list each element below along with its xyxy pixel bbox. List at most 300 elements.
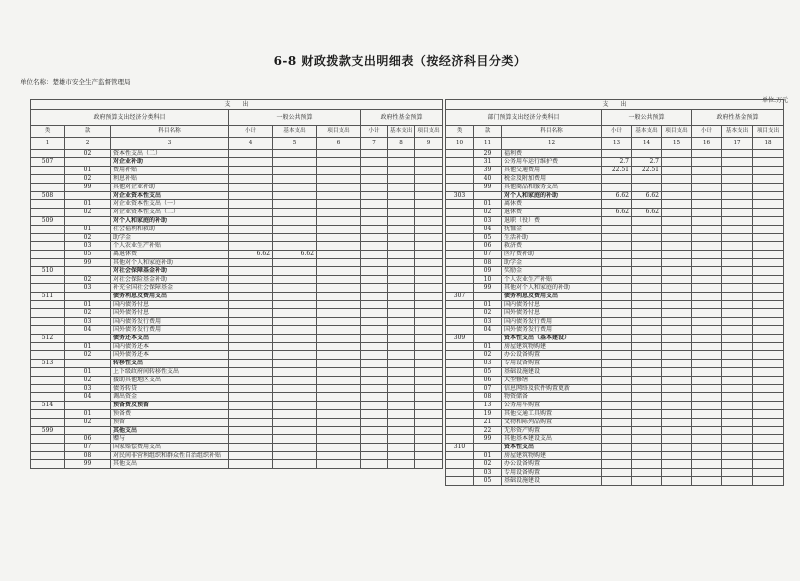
- class-code-cell: [446, 250, 474, 258]
- fund-basic-cell: [722, 342, 753, 350]
- class-code-cell: [446, 284, 474, 292]
- fund-project-cell: [415, 452, 443, 460]
- subtotal-cell: [229, 384, 273, 392]
- table-row: [446, 183, 784, 191]
- fund-subtotal-cell: [692, 384, 722, 392]
- col-number: 8: [388, 138, 415, 150]
- class-code-cell: [446, 200, 474, 208]
- class-code-cell: [31, 259, 65, 267]
- project-expense-cell: [662, 334, 692, 342]
- subject-name-cell: 国外债务还本: [111, 351, 229, 359]
- project-expense-cell: [317, 250, 361, 258]
- subject-name-cell: 税金及附加费用: [502, 175, 602, 183]
- subtotal-cell: [602, 267, 632, 275]
- fund-project-cell: [753, 191, 784, 199]
- fund-basic-cell: [722, 477, 753, 485]
- table-row: [446, 418, 784, 426]
- table-row: [31, 242, 443, 250]
- fund-basic-cell: [388, 384, 415, 392]
- subtotal-cell: [229, 225, 273, 233]
- fund-project-cell: [753, 342, 784, 350]
- table-row: [31, 208, 443, 216]
- basic-expense-cell: [632, 477, 662, 485]
- fund-subtotal-cell: [692, 150, 722, 158]
- left-table-body: [31, 100, 443, 469]
- subtotal-cell: [229, 376, 273, 384]
- fund-subtotal-cell: [692, 191, 722, 199]
- project-expense-cell: [662, 191, 692, 199]
- subject-name-cell: 其他交通工具购置: [502, 410, 602, 418]
- fund-subtotal-cell: [361, 208, 388, 216]
- currency-unit-label: 单位:万元: [761, 97, 788, 104]
- subject-name-cell: 其他商品和服务支出: [502, 183, 602, 191]
- right-general-header: 一般公共预算: [602, 110, 692, 126]
- fund-basic-cell: [388, 452, 415, 460]
- fund-basic-cell: [722, 301, 753, 309]
- fund-project-cell: [753, 401, 784, 409]
- fund-basic-cell: [722, 460, 753, 468]
- subject-name-cell: 办公设备购置: [502, 351, 602, 359]
- table-row: [446, 233, 784, 241]
- project-expense-cell: [317, 183, 361, 191]
- basic-expense-cell: [273, 334, 317, 342]
- fund-subtotal-cell: [361, 225, 388, 233]
- subject-name-cell: 其他基本建设支出: [502, 435, 602, 443]
- col-lei: 类: [31, 126, 65, 138]
- class-code-cell: [446, 208, 474, 216]
- left-expenditure-table: [30, 99, 443, 469]
- fund-project-cell: [753, 410, 784, 418]
- table-row: [446, 460, 784, 468]
- item-code-cell: 04: [474, 225, 502, 233]
- col-number: 10: [446, 138, 474, 150]
- item-code-cell: 01: [474, 342, 502, 350]
- fund-basic-cell: [388, 284, 415, 292]
- class-code-cell: [446, 376, 474, 384]
- fund-subtotal-cell: [692, 376, 722, 384]
- fund-basic-cell: [722, 443, 753, 451]
- item-code-cell: 09: [474, 267, 502, 275]
- fund-subtotal-cell: [692, 460, 722, 468]
- fund-basic-cell: [388, 410, 415, 418]
- fund-subtotal-cell: [361, 267, 388, 275]
- table-row: [31, 443, 443, 451]
- class-code-cell: [446, 359, 474, 367]
- project-expense-cell: [662, 158, 692, 166]
- subtotal-cell: [602, 418, 632, 426]
- fund-subtotal-cell: [361, 183, 388, 191]
- basic-expense-cell: [273, 435, 317, 443]
- item-code-cell: 08: [474, 259, 502, 267]
- subtotal-cell: [229, 410, 273, 418]
- subject-name-cell: 离退休费: [111, 250, 229, 258]
- item-code-cell: [65, 217, 111, 225]
- fund-basic-cell: [722, 368, 753, 376]
- table-row: [31, 393, 443, 401]
- item-code-cell: 05: [474, 477, 502, 485]
- basic-expense-cell: [632, 175, 662, 183]
- fund-subtotal-cell: [361, 443, 388, 451]
- table-row: [446, 410, 784, 418]
- subtotal-cell: [229, 309, 273, 317]
- fund-basic-cell: [722, 150, 753, 158]
- subtotal-cell: [602, 410, 632, 418]
- subject-name-cell: 调出资金: [111, 393, 229, 401]
- table-row: [31, 351, 443, 359]
- basic-expense-cell: [273, 368, 317, 376]
- fund-subtotal-cell: [692, 452, 722, 460]
- project-expense-cell: [317, 150, 361, 158]
- class-code-cell: [446, 233, 474, 241]
- project-expense-cell: [317, 267, 361, 275]
- fund-subtotal-cell: [692, 225, 722, 233]
- subtotal-cell: 6.62: [602, 191, 632, 199]
- subtotal-cell: [229, 292, 273, 300]
- fund-basic-cell: [722, 158, 753, 166]
- fund-subtotal-cell: [361, 418, 388, 426]
- fund-subtotal-cell: [361, 317, 388, 325]
- subject-name-cell: 抚恤金: [502, 225, 602, 233]
- basic-expense-cell: [632, 342, 662, 350]
- basic-expense-cell: [632, 368, 662, 376]
- subject-name-cell: 对企业资本性支出（一）: [111, 200, 229, 208]
- subtotal-cell: [229, 393, 273, 401]
- subtotal-cell: [229, 233, 273, 241]
- class-code-cell: [31, 376, 65, 384]
- col-fund-project: 项目支出: [415, 126, 443, 138]
- table-row: [446, 275, 784, 283]
- project-expense-cell: [662, 410, 692, 418]
- fund-subtotal-cell: [361, 326, 388, 334]
- fund-subtotal-cell: [692, 242, 722, 250]
- col-fund-project: 项目支出: [753, 126, 784, 138]
- subject-name-cell: 资本性支出（二）: [111, 150, 229, 158]
- table-row: [31, 267, 443, 275]
- fund-project-cell: [753, 368, 784, 376]
- project-expense-cell: [317, 309, 361, 317]
- fund-project-cell: [415, 250, 443, 258]
- fund-basic-cell: [388, 200, 415, 208]
- table-row: [31, 342, 443, 350]
- fund-project-cell: [415, 401, 443, 409]
- fund-subtotal-cell: [692, 468, 722, 476]
- fund-subtotal-cell: [361, 200, 388, 208]
- col-number: 2: [65, 138, 111, 150]
- class-code-cell: [31, 435, 65, 443]
- item-code-cell: 03: [65, 384, 111, 392]
- fund-subtotal-cell: [361, 435, 388, 443]
- item-code-cell: 01: [65, 342, 111, 350]
- subtotal-cell: [602, 334, 632, 342]
- fund-basic-cell: [388, 166, 415, 174]
- item-code-cell: 04: [474, 326, 502, 334]
- fund-subtotal-cell: [361, 191, 388, 199]
- fund-basic-cell: [722, 309, 753, 317]
- fund-basic-cell: [722, 468, 753, 476]
- fund-project-cell: [415, 158, 443, 166]
- col-fund-subtotal: 小计: [692, 126, 722, 138]
- subject-name-cell: 基础设施建设: [502, 477, 602, 485]
- subject-name-cell: 国外债务发行费用: [111, 326, 229, 334]
- subtotal-cell: [602, 284, 632, 292]
- fund-project-cell: [415, 393, 443, 401]
- subject-name-cell: 公务用车运行维护费: [502, 158, 602, 166]
- class-code-cell: [31, 326, 65, 334]
- table-row: [446, 317, 784, 325]
- right-table-body: [446, 100, 784, 486]
- table-row: [31, 191, 443, 199]
- fund-project-cell: [753, 183, 784, 191]
- col-kemu: 科目名称: [111, 126, 229, 138]
- class-code-cell: 310: [446, 443, 474, 451]
- fund-basic-cell: [388, 259, 415, 267]
- fund-basic-cell: [388, 317, 415, 325]
- class-code-cell: [31, 242, 65, 250]
- fund-subtotal-cell: [361, 150, 388, 158]
- fund-subtotal-cell: [361, 393, 388, 401]
- fund-subtotal-cell: [692, 426, 722, 434]
- fund-basic-cell: [388, 368, 415, 376]
- class-code-cell: [446, 452, 474, 460]
- fund-project-cell: [753, 225, 784, 233]
- subject-name-cell: 补充全国社会保障基金: [111, 284, 229, 292]
- class-code-cell: [446, 158, 474, 166]
- basic-expense-cell: [273, 233, 317, 241]
- basic-expense-cell: [273, 158, 317, 166]
- project-expense-cell: [317, 326, 361, 334]
- fund-basic-cell: [388, 233, 415, 241]
- subtotal-cell: [229, 326, 273, 334]
- fund-subtotal-cell: [692, 284, 722, 292]
- fund-subtotal-cell: [692, 477, 722, 485]
- class-code-cell: [446, 225, 474, 233]
- fund-basic-cell: [722, 326, 753, 334]
- table-row: [31, 250, 443, 258]
- basic-expense-cell: [273, 275, 317, 283]
- basic-expense-cell: [273, 292, 317, 300]
- project-expense-cell: [662, 166, 692, 174]
- class-code-cell: [446, 183, 474, 191]
- class-code-cell: [31, 275, 65, 283]
- fund-subtotal-cell: [361, 452, 388, 460]
- class-code-cell: 507: [31, 158, 65, 166]
- class-code-cell: [446, 301, 474, 309]
- class-code-cell: 511: [31, 292, 65, 300]
- fund-project-cell: [753, 292, 784, 300]
- table-row: [446, 309, 784, 317]
- table-row: [31, 368, 443, 376]
- fund-basic-cell: [388, 401, 415, 409]
- fund-basic-cell: [388, 217, 415, 225]
- project-expense-cell: [662, 208, 692, 216]
- subtotal-cell: [229, 275, 273, 283]
- project-expense-cell: [662, 217, 692, 225]
- subject-name-cell: 奖励金: [502, 267, 602, 275]
- fund-subtotal-cell: [361, 259, 388, 267]
- class-code-cell: [31, 393, 65, 401]
- col-kuan: 款: [474, 126, 502, 138]
- subject-name-cell: 对企业资本性支出: [111, 191, 229, 199]
- table-row: [446, 368, 784, 376]
- project-expense-cell: [662, 376, 692, 384]
- subject-name-cell: 对个人和家庭的补助: [111, 217, 229, 225]
- project-expense-cell: [317, 426, 361, 434]
- class-code-cell: [31, 225, 65, 233]
- fund-basic-cell: [388, 275, 415, 283]
- project-expense-cell: [662, 452, 692, 460]
- fund-subtotal-cell: [692, 267, 722, 275]
- fund-project-cell: [753, 468, 784, 476]
- fund-basic-cell: [388, 242, 415, 250]
- fund-basic-cell: [722, 217, 753, 225]
- subtotal-cell: [602, 401, 632, 409]
- table-row: [31, 452, 443, 460]
- basic-expense-cell: [632, 292, 662, 300]
- fund-basic-cell: [388, 351, 415, 359]
- col-number: 9: [415, 138, 443, 150]
- subtotal-cell: [602, 175, 632, 183]
- item-code-cell: 02: [65, 418, 111, 426]
- class-code-cell: [31, 183, 65, 191]
- fund-subtotal-cell: [361, 401, 388, 409]
- project-expense-cell: [317, 158, 361, 166]
- fund-basic-cell: [388, 267, 415, 275]
- fund-basic-cell: [388, 334, 415, 342]
- fund-subtotal-cell: [692, 301, 722, 309]
- subtotal-cell: [229, 342, 273, 350]
- table-row: [31, 309, 443, 317]
- subtotal-cell: [602, 242, 632, 250]
- table-row: [31, 359, 443, 367]
- class-code-cell: [446, 166, 474, 174]
- project-expense-cell: [317, 284, 361, 292]
- fund-project-cell: [415, 292, 443, 300]
- class-code-cell: [446, 401, 474, 409]
- project-expense-cell: [662, 225, 692, 233]
- item-code-cell: 01: [65, 301, 111, 309]
- subject-name-cell: 国外债务付息: [111, 309, 229, 317]
- project-expense-cell: [317, 443, 361, 451]
- class-code-cell: [31, 150, 65, 158]
- table-row: [446, 250, 784, 258]
- subtotal-cell: [602, 342, 632, 350]
- subject-name-cell: 债务利息及费用支出: [111, 292, 229, 300]
- table-row: [446, 468, 784, 476]
- class-code-cell: [446, 317, 474, 325]
- subtotal-cell: [602, 384, 632, 392]
- project-expense-cell: [317, 401, 361, 409]
- col-basic: 基本支出: [632, 126, 662, 138]
- basic-expense-cell: [273, 460, 317, 468]
- fund-project-cell: [415, 175, 443, 183]
- fund-basic-cell: [388, 426, 415, 434]
- table-row: [31, 410, 443, 418]
- fund-project-cell: [415, 200, 443, 208]
- item-code-cell: 02: [474, 351, 502, 359]
- basic-expense-cell: 6.62: [632, 208, 662, 216]
- class-code-cell: 512: [31, 334, 65, 342]
- item-code-cell: 01: [65, 368, 111, 376]
- subject-name-cell: 债务转贷: [111, 384, 229, 392]
- subtotal-cell: [229, 166, 273, 174]
- fund-project-cell: [415, 317, 443, 325]
- basic-expense-cell: [273, 401, 317, 409]
- fund-subtotal-cell: [692, 233, 722, 241]
- class-code-cell: [31, 166, 65, 174]
- basic-expense-cell: [273, 301, 317, 309]
- basic-expense-cell: [273, 284, 317, 292]
- class-code-cell: [446, 468, 474, 476]
- subtotal-cell: [229, 443, 273, 451]
- fund-project-cell: [753, 326, 784, 334]
- basic-expense-cell: 6.62: [273, 250, 317, 258]
- class-code-cell: [446, 259, 474, 267]
- table-row: [31, 175, 443, 183]
- table-row: [446, 150, 784, 158]
- basic-expense-cell: [273, 452, 317, 460]
- subtotal-cell: [229, 359, 273, 367]
- table-row: [31, 418, 443, 426]
- subject-name-cell: 其他支出: [111, 460, 229, 468]
- item-code-cell: 01: [474, 452, 502, 460]
- project-expense-cell: [317, 452, 361, 460]
- subject-name-cell: 对企业资本性支出（二）: [111, 208, 229, 216]
- fund-subtotal-cell: [692, 401, 722, 409]
- left-col-number-row: [31, 138, 443, 150]
- item-code-cell: 01: [65, 410, 111, 418]
- class-code-cell: 307: [446, 292, 474, 300]
- class-code-cell: [31, 284, 65, 292]
- class-code-cell: [31, 175, 65, 183]
- subject-name-cell: 资本性支出: [502, 443, 602, 451]
- fund-subtotal-cell: [692, 435, 722, 443]
- fund-project-cell: [753, 426, 784, 434]
- basic-expense-cell: [632, 259, 662, 267]
- subtotal-cell: [602, 217, 632, 225]
- fund-basic-cell: [722, 242, 753, 250]
- subject-name-cell: 预备费及预留: [111, 401, 229, 409]
- subject-name-cell: 医疗费补助: [502, 250, 602, 258]
- subtotal-cell: [602, 351, 632, 359]
- subject-name-cell: 对个人和家庭的补助: [502, 191, 602, 199]
- table-row: [31, 217, 443, 225]
- item-code-cell: 02: [65, 233, 111, 241]
- project-expense-cell: [662, 317, 692, 325]
- col-fund-basic: 基本支出: [388, 126, 415, 138]
- fund-project-cell: [753, 208, 784, 216]
- col-lei: 类: [446, 126, 474, 138]
- project-expense-cell: [662, 426, 692, 434]
- basic-expense-cell: [273, 208, 317, 216]
- project-expense-cell: [317, 368, 361, 376]
- project-expense-cell: [317, 301, 361, 309]
- item-code-cell: [474, 191, 502, 199]
- basic-expense-cell: [632, 384, 662, 392]
- table-row: [31, 259, 443, 267]
- basic-expense-cell: [273, 342, 317, 350]
- subject-name-cell: 国外债务发行费用: [502, 326, 602, 334]
- fund-project-cell: [753, 393, 784, 401]
- table-row: [31, 326, 443, 334]
- table-row: [446, 342, 784, 350]
- subtotal-cell: [602, 200, 632, 208]
- class-code-cell: [446, 426, 474, 434]
- fund-subtotal-cell: [692, 208, 722, 216]
- fund-subtotal-cell: [692, 292, 722, 300]
- class-code-cell: [31, 317, 65, 325]
- item-code-cell: 02: [65, 175, 111, 183]
- basic-expense-cell: [632, 443, 662, 451]
